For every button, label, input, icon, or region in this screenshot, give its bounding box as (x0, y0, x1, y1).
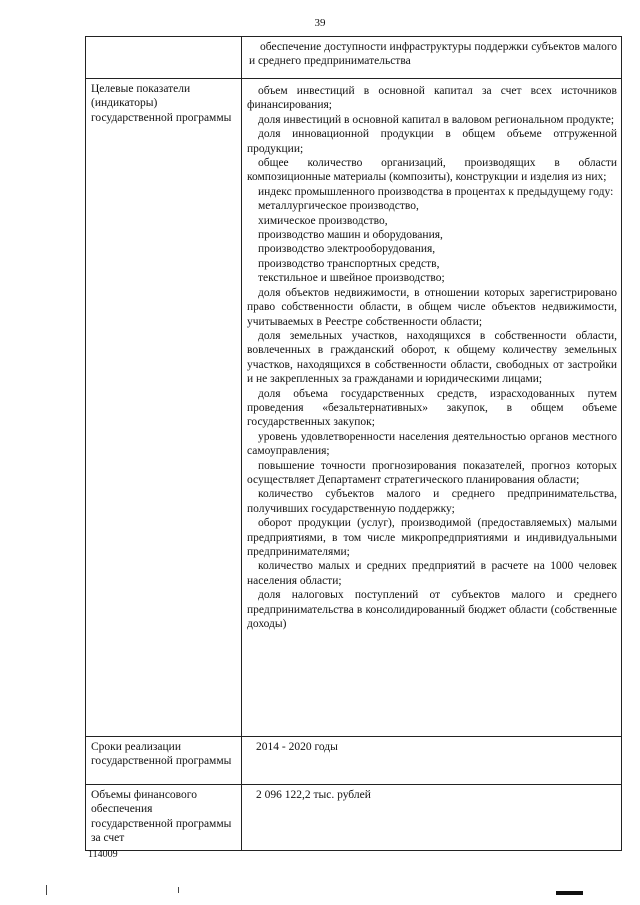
indicator-item: производство машин и оборудования, (258, 229, 443, 242)
indicator-item: общее количество организаций, производящих в области композиционные материалы (композиты), конструкции и изделия из них; (247, 157, 617, 184)
table-row (86, 737, 622, 785)
indicator-item: количество малых и средних предприятий в расчете на 1000 человек населения области; (247, 560, 617, 587)
indicator-item: производство электрооборудования, (258, 243, 436, 256)
indicator-item: уровень удовлетворенности населения деятельностью органов местного самоуправления; (247, 430, 617, 458)
row-value (242, 37, 622, 79)
indicator-item: количество субъектов малого и среднего предпринимательства, получивших государственную поддержку; (247, 488, 617, 515)
indicator-item: текстильное и швейное производство; (258, 272, 445, 285)
indicator-item: оборот продукции (услуг), производимой (предоставляемых) малыми предприятиями, в том числе микропредприятиями и индивидуальными предпринимателями; (247, 517, 617, 558)
table-row (86, 37, 622, 79)
row-value (242, 79, 622, 737)
indicator-item: доля объема государственных средств, израсходованных путем проведения «безальтернативных» закупок, в общем объеме государственных закупок; (247, 387, 617, 429)
indicator-item: доля налоговых поступлений от субъектов малого и среднего предпринимательства в консолидированный бюджет области (собственные доходы) (247, 589, 617, 631)
row-value: 2 096 122,2 тыс. рублей (242, 785, 622, 851)
row-value-paragraph: обеспечение доступности инфраструктуры поддержки субъектов малого и среднего предпринимательства (249, 41, 617, 68)
row-label (86, 37, 242, 79)
scan-mark (46, 885, 47, 895)
scan-mark (178, 887, 179, 893)
page-number: 39 (314, 17, 326, 29)
row-label: Объемы финансового обеспечения государственной программы за счет (86, 785, 242, 851)
program-passport-table (85, 36, 622, 851)
row-value: 2014 - 2020 годы (242, 737, 622, 785)
indicator-item: повышение точности прогнозирования показателей, прогноз которых осуществляет Департамент стратегического планирования области; (247, 459, 617, 486)
indicator-item: доля земельных участков, находящихся в собственности области, вовлеченных в гражданский оборот, к общему количеству земельных участков, находящихся в собственности области, свободных от застройки и не закрепленных за гражданами и юридическими лицами; (247, 329, 617, 386)
row-label: Сроки реализации государственной программы (86, 737, 242, 785)
row-label: Целевые показатели (индикаторы) государственной программы (86, 79, 242, 737)
indicator-item: индекс промышленного производства в процентах к предыдущему году: (258, 185, 614, 198)
indicator-item: доля инновационной продукции в общем объеме отгруженной продукции; (247, 128, 617, 155)
indicator-item: доля инвестиций в основной капитал в валовом региональном продукте; (258, 113, 615, 126)
indicator-item: доля объектов недвижимости, в отношении которых зарегистрировано право собственности области, в общем числе объектов недвижимости, учитываемых в Реестре собственности области; (247, 286, 617, 328)
indicator-item: объем инвестиций в основной капитал за счет всех источников финансирования; (247, 85, 617, 112)
table-row (86, 79, 622, 737)
indicator-item: химическое производство, (258, 214, 388, 227)
print-mark (556, 891, 583, 895)
table-row (86, 785, 622, 851)
indicator-item: металлургическое производство, (258, 200, 419, 213)
footer-code: 114009 (88, 849, 118, 860)
indicator-item: производство транспортных средств, (258, 257, 440, 270)
